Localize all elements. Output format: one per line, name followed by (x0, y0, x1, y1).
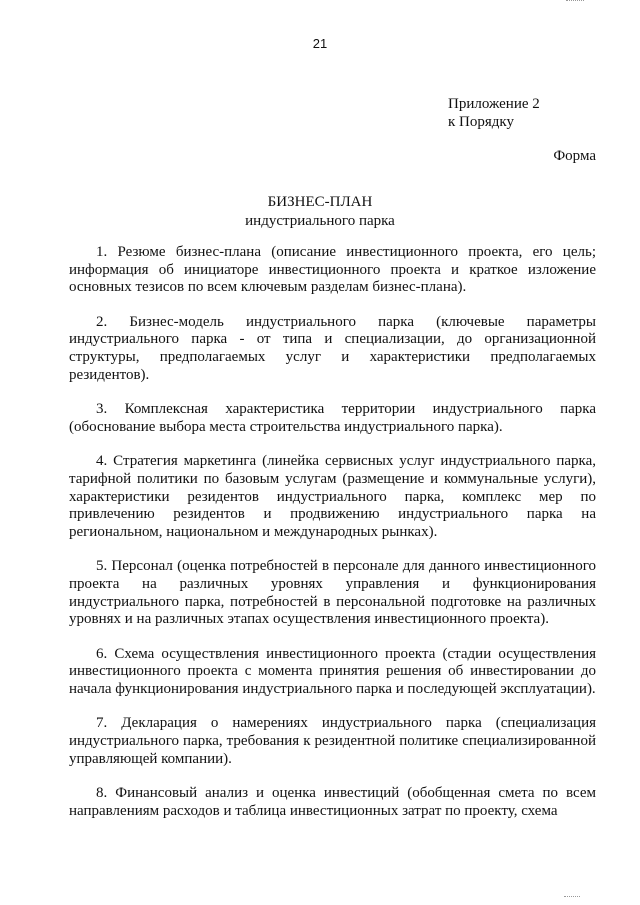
appendix-line-1: Приложение 2 (448, 96, 540, 112)
paragraph-4: 4. Стратегия маркетинга (линейка сервисных услуг индустриального парка, тарифной политики по базовым услугам (размещение и коммунальные услуги), характеристики резидентов индустриального парка, комплекс мер по привлечению резидентов и продвижению индустриального парка на региональном, национальном и международных рынках). (69, 453, 596, 540)
appendix-line-2: к Порядку (448, 114, 514, 130)
document-body (69, 244, 596, 837)
document-title-block (0, 193, 640, 231)
scan-mark-bottom (564, 896, 580, 899)
scan-mark-top (566, 0, 584, 3)
paragraph-6: 6. Схема осуществления инвестиционного проекта (стадии осуществления инвестиционного проекта с момента принятия решения об инвестировании до начала функционирования индустриального парка и последующей эксплуатации). (69, 645, 596, 697)
form-label: Форма (553, 148, 596, 164)
appendix-reference (448, 95, 540, 131)
paragraph-5: 5. Персонал (оценка потребностей в персонале для данного инвестиционного проекта на различных уровнях управления и функционирования индустриального парка, потребностей в персональной подготовке на различных уровнях и на различных этапах осуществления инвестиционного проекта). (69, 558, 596, 628)
page-number: 21 (312, 36, 328, 51)
paragraph-8: 8. Финансовый анализ и оценка инвестиций (обобщенная смета по всем направлениям расходов и таблица инвестиционных затрат по проекту, схема (69, 785, 596, 819)
paragraph-7: 7. Декларация о намерениях индустриального парка (специализация индустриального парка, требования к резидентной политике специализированной управляющей компании). (69, 715, 596, 767)
document-title: БИЗНЕС-ПЛАН (267, 194, 373, 210)
paragraph-3: 3. Комплексная характеристика территории индустриального парка (обоснование выбора места строительства индустриального парка). (69, 401, 596, 435)
document-subtitle: индустриального парка (245, 213, 395, 229)
paragraph-2: 2. Бизнес-модель индустриального парка (ключевые параметры индустриального парка - от типа и специализации, до организационной структуры, предполагаемых услуг и характеристики предполагаемых резидентов). (69, 313, 596, 383)
paragraph-1: 1. Резюме бизнес-плана (описание инвестиционного проекта, его цель; информация об инициаторе инвестиционного проекта и краткое изложение основных тезисов по всем ключевым разделам бизнес-плана). (69, 244, 596, 296)
